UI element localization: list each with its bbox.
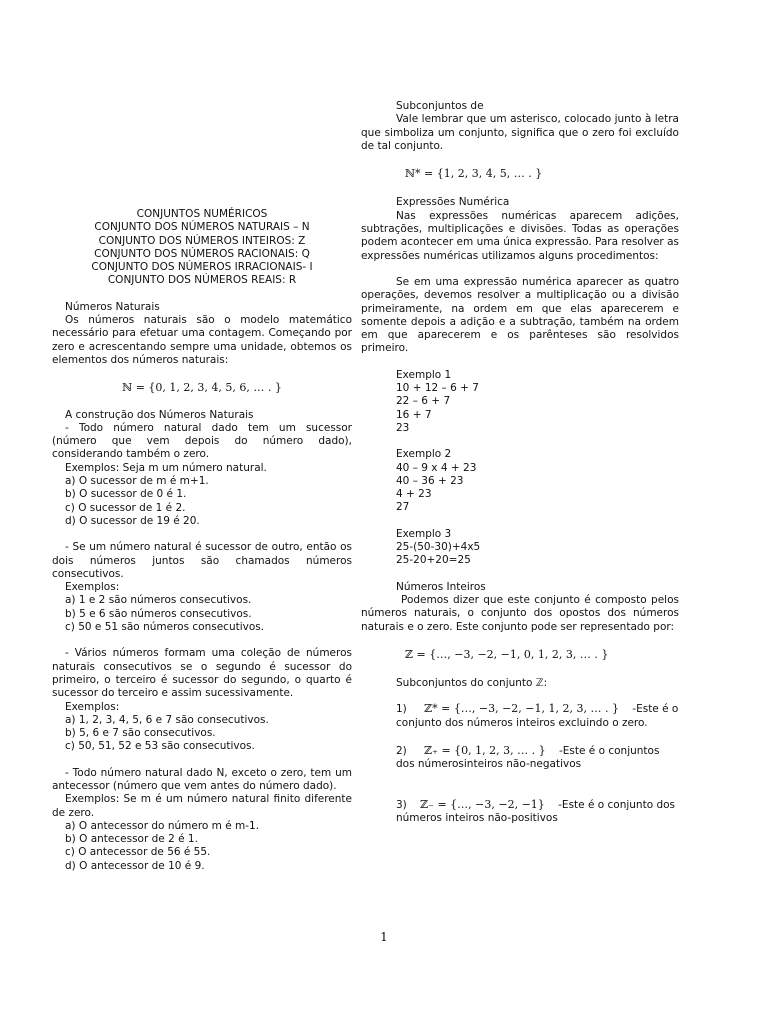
example-item: a) 1, 2, 3, 4, 5, 6 e 7 são consecutivos. (65, 713, 269, 726)
exemplo-2 (361, 448, 679, 514)
example-item: c) 50, 51, 52 e 53 são consecutivos. (65, 740, 255, 753)
exemplo-line: 27 (396, 501, 410, 514)
item-description: -Este é o conjunto dos números inteiros não-positivos (396, 798, 676, 824)
exemplo-label: Exemplo 3 (396, 527, 452, 540)
exemplo-1 (361, 369, 679, 435)
subconjuntos-text: Vale lembrar que um asterisco, colocado junto à letra que simboliza um conjunto, significa que o zero foi excluído de tal conjunto. (361, 113, 679, 152)
title-line: CONJUNTO DOS NÚMEROS INTEIROS: Z (98, 234, 306, 247)
sucessor-text: - Todo número natural dado tem um sucessor (número que vem depois do número dado), considerando também o zero. (52, 421, 352, 461)
left-column (52, 0, 352, 873)
example-item: a) O sucessor de m é m+1. (65, 475, 209, 488)
exemplo-3 (361, 528, 679, 568)
item-formula: ℤ₋ = {…, −3, −2, −1} (420, 797, 545, 811)
title-line: CONJUNTO DOS NÚMEROS REAIS: R (107, 274, 297, 287)
antecessor-examples-intro: Exemplos: Se m é um número natural finito diferente de zero. (52, 793, 352, 819)
example-item: b) O antecessor de 2 é 1. (65, 833, 198, 846)
colecao-examples-intro: Exemplos: (65, 700, 120, 713)
subconjuntos-heading: Subconjuntos de (396, 100, 484, 112)
exemplo-line: 40 – 9 x 4 + 23 (396, 461, 477, 474)
example-item: b) 5, 6 e 7 são consecutivos. (65, 727, 216, 740)
item-number: 2) (396, 744, 407, 757)
item-formula: ℤ₊ = {0, 1, 2, 3, … . } (424, 743, 546, 757)
exemplo-line: 40 – 36 + 23 (396, 474, 464, 487)
consecutivos-examples-intro: Exemplos: (65, 581, 120, 594)
right-column (361, 0, 679, 825)
example-item: c) O sucessor de 1 é 2. (65, 501, 186, 514)
naturais-intro: Os números naturais são o modelo matemático necessário para efetuar uma contagem. Começando por zero e acrescentando sempre uma unidade, obtemos os elementos dos números naturais: (52, 314, 352, 366)
construcao-heading: A construção dos Números Naturais (65, 408, 254, 421)
expressoes-text1: Nas expressões numéricas aparecem adições, subtrações, multiplicações e divisões. Todas as operações podem acontecer em uma única expressão. Para resolver as expressões numéricas utilizamos alguns procedimentos: (361, 209, 679, 262)
page-number: 1 (380, 930, 388, 944)
exemplo-label: Exemplo 1 (396, 368, 452, 381)
sucessor-examples-intro: Exemplos: Seja m um número natural. (65, 461, 267, 474)
inteiros-item-3 (361, 798, 679, 826)
example-item: b) 5 e 6 são números consecutivos. (65, 607, 252, 620)
title-line: CONJUNTO DOS NÚMEROS NATURAIS – N (94, 221, 310, 234)
item-description: -Este é o conjuntos dos númerosinteiros não-negativos (396, 744, 660, 771)
consecutivos-text: - Se um número natural é sucessor de outro, então os dois números juntos são chamados números consecutivos. (52, 541, 352, 580)
example-item: d) O antecessor de 10 é 9. (65, 859, 205, 872)
expressoes-heading: Expressões Numérica (396, 196, 510, 209)
inteiros-item-1 (361, 702, 679, 730)
example-item: c) 50 e 51 são números consecutivos. (65, 621, 265, 634)
inteiros-heading: Números Inteiros (396, 580, 486, 593)
item-formula: ℤ* = {…, −3, −2, −1, 1, 2, 3, … . } (424, 702, 619, 716)
title-block (52, 208, 352, 288)
naturais-set-formula: ℕ = {0, 1, 2, 3, 4, 5, 6, … . } (122, 381, 282, 395)
example-item: a) 1 e 2 são números consecutivos. (65, 594, 252, 607)
naturais-heading: Números Naturais (65, 300, 160, 313)
subconjuntos-formula: ℕ* = {1, 2, 3, 4, 5, … . } (405, 167, 543, 181)
exemplo-line: 16 + 7 (396, 408, 432, 421)
inteiros-text: Podemos dizer que este conjunto é composto pelos números naturais, o conjunto dos opostos dos números naturais e o zero. Este conjunto pode ser representado por: (361, 593, 679, 633)
item-number: 1) (396, 703, 407, 716)
title-line: CONJUNTO DOS NÚMEROS RACIONAIS: Q (94, 247, 310, 260)
colecao-text: - Vários números formam uma coleção de números naturais consecutivos se o segundo é sucessor do primeiro, o terceiro é sucessor do segundo, o quarto é sucessor do terceiro e assim sucessivamente. (52, 647, 352, 700)
example-item: d) O sucessor de 19 é 20. (65, 514, 200, 527)
inteiros-formula: ℤ = {…, −3, −2, −1, 0, 1, 2, 3, … . } (405, 647, 609, 661)
title-line: CONJUNTOS NUMÉRICOS (136, 208, 268, 220)
item-description: -Este é o conjunto dos números inteiros excluindo o zero. (396, 703, 679, 729)
example-item: a) O antecessor do número m é m-1. (65, 819, 260, 832)
exemplo-line: 25-(50-30)+4x5 (396, 541, 481, 554)
exemplo-line: 25-20+20=25 (396, 554, 471, 567)
inteiros-item-2 (361, 744, 679, 772)
example-item: b) O sucessor de 0 é 1. (65, 488, 187, 501)
exemplo-line: 10 + 12 – 6 + 7 (396, 382, 479, 395)
example-item: c) O antecessor de 56 é 55. (65, 846, 211, 859)
exemplo-label: Exemplo 2 (396, 448, 452, 461)
exemplo-line: 4 + 23 (396, 488, 432, 501)
inteiros-sub-heading: Subconjuntos do conjunto ℤ: (396, 677, 548, 690)
exemplo-line: 22 – 6 + 7 (396, 395, 451, 408)
exemplo-line: 23 (396, 421, 410, 434)
item-number: 3) (396, 798, 407, 811)
expressoes-text2: Se em uma expressão numérica aparecer as quatro operações, devemos resolver a multiplicação ou a divisão primeiramente, na ordem em que elas aparecerem e somente depois a adição e a subtração, também na ordem em que aparecerem e os parênteses são resolvidos primeiro. (361, 275, 679, 355)
title-line: CONJUNTO DOS NÚMEROS IRRACIONAIS- I (91, 261, 313, 274)
antecessor-text: - Todo número natural dado N, exceto o zero, tem um antecessor (número que vem antes do número dado). (52, 766, 352, 792)
